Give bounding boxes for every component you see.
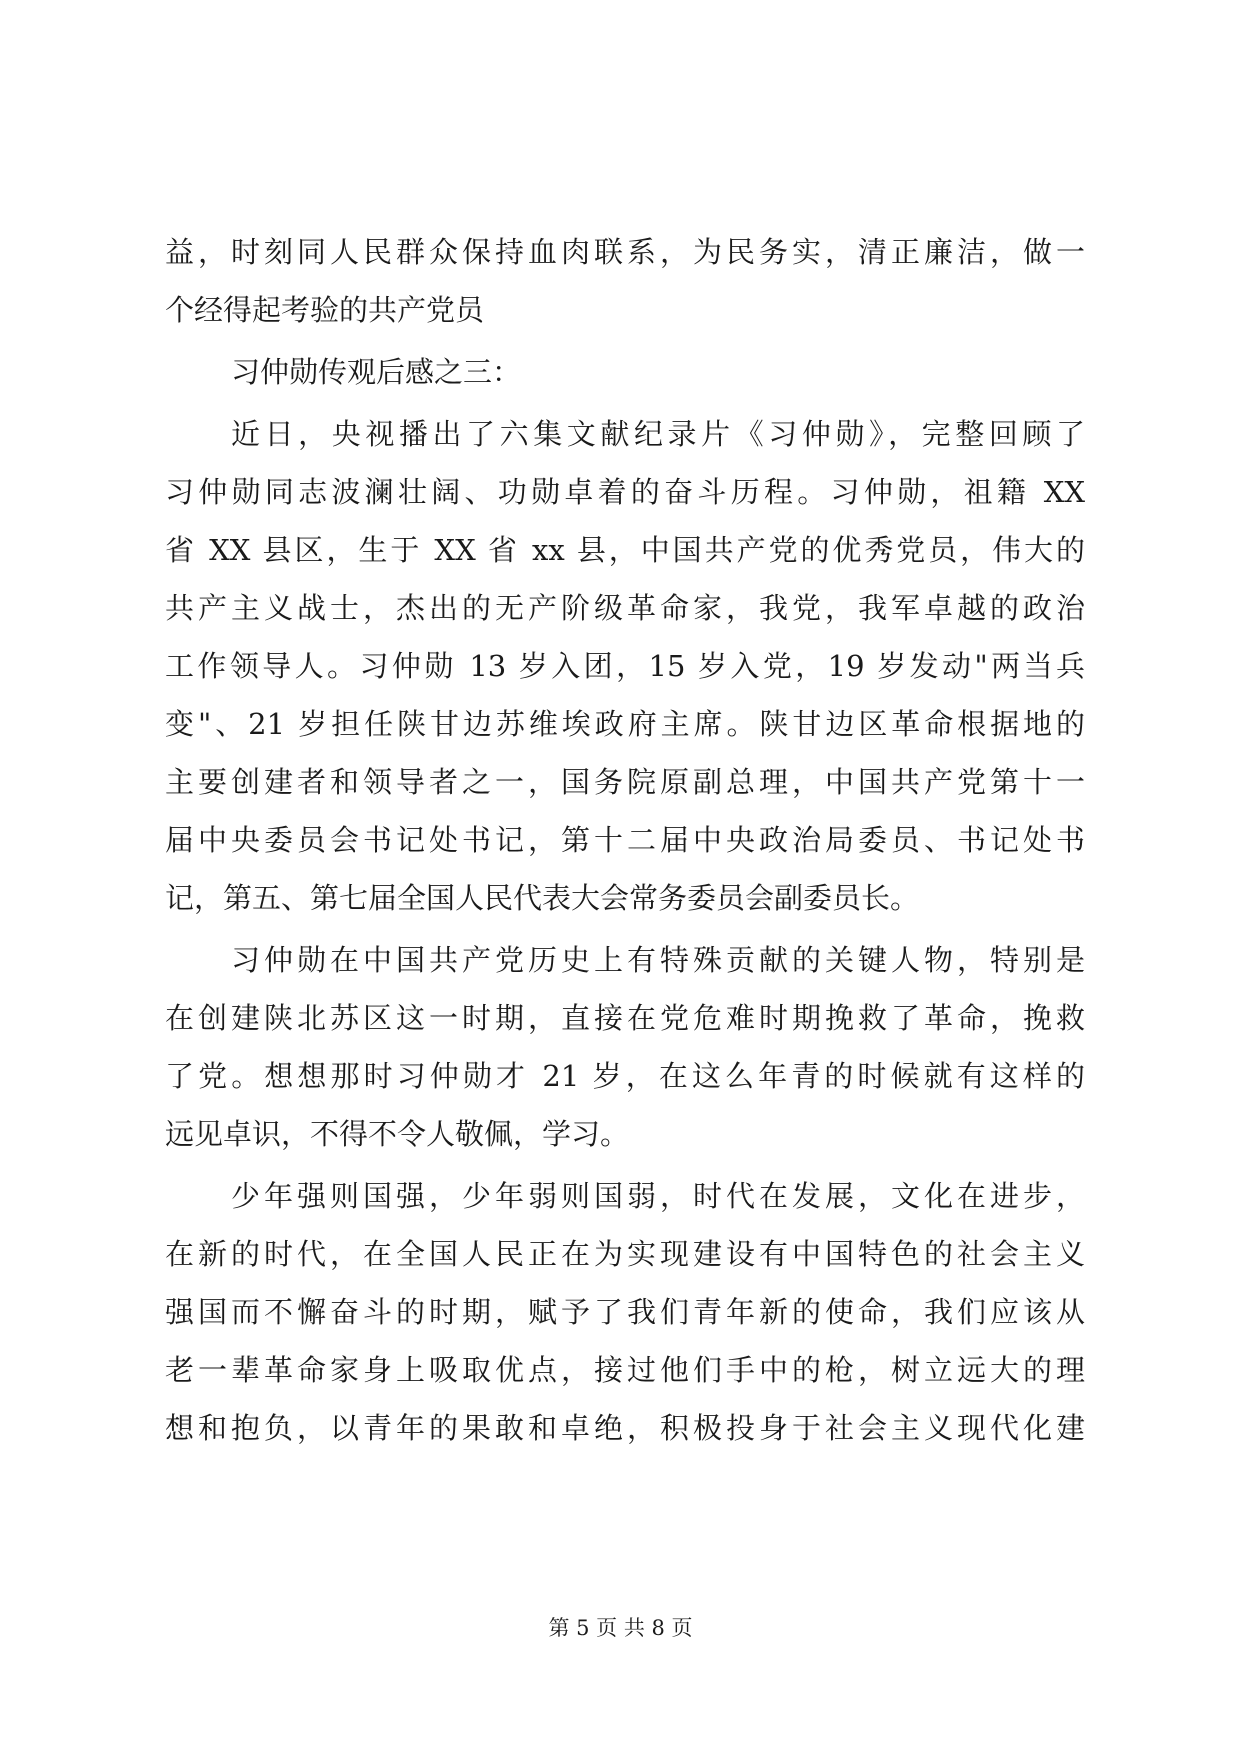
text-line: 了党。想想那时习仲勋才 21 岁，在这么年青的时候就有这样的: [165, 1059, 1085, 1093]
text-line: 少年强则国强，少年弱则国弱，时代在发展，文化在进步，: [231, 1179, 1085, 1213]
text-line: 益，时刻同人民群众保持血肉联系，为民务实，清正廉洁，做一: [165, 235, 1085, 269]
text-line: 届中央委员会书记处书记，第十二届中央政治局委员、书记处书: [165, 823, 1085, 857]
text-line: 记，第五、第七届全国人民代表大会常务委员会副委员长。: [165, 881, 920, 915]
text-line: 共产主义战士，杰出的无产阶级革命家，我党，我军卓越的政治: [165, 591, 1085, 625]
text-line: 老一辈革命家身上吸取优点，接过他们手中的枪，树立远大的理: [165, 1353, 1085, 1387]
text-line: 个经得起考验的共产党员: [165, 293, 485, 327]
section-heading: 习仲勋传观后感之三：: [231, 355, 522, 389]
text-line: 远见卓识，不得不令人敬佩，学习。: [165, 1117, 630, 1151]
document-body: [165, 223, 1085, 1457]
text-line: 强国而不懈奋斗的时期，赋予了我们青年新的使命，我们应该从: [165, 1295, 1085, 1329]
text-line: 在创建陕北苏区这一时期，直接在党危难时期挽救了革命，挽救: [165, 1001, 1085, 1035]
text-line: 变"、21 岁担任陕甘边苏维埃政府主席。陕甘边区革命根据地的: [165, 707, 1085, 741]
text-line: 习仲勋在中国共产党历史上有特殊贡献的关键人物，特别是: [231, 943, 1085, 977]
text-line: 省 XX 县区，生于 XX 省 xx 县，中国共产党的优秀党员，伟大的: [165, 533, 1085, 567]
text-line: 在新的时代，在全国人民正在为实现建设有中国特色的社会主义: [165, 1237, 1085, 1271]
text-line: 主要创建者和领导者之一，国务院原副总理，中国共产党第十一: [165, 765, 1085, 799]
text-line: 工作领导人。习仲勋 13 岁入团，15 岁入党，19 岁发动"两当兵: [165, 649, 1085, 683]
text-line: 近日，央视播出了六集文献纪录片《习仲勋》，完整回顾了: [231, 417, 1085, 451]
text-line: 想和抱负，以青年的果敢和卓绝，积极投身于社会主义现代化建: [165, 1411, 1085, 1445]
page-footer: [0, 1612, 1241, 1642]
page-number: 第 5 页 共 8 页: [548, 1616, 693, 1640]
text-line: 习仲勋同志波澜壮阔、功勋卓着的奋斗历程。习仲勋，祖籍 XX: [165, 475, 1085, 509]
